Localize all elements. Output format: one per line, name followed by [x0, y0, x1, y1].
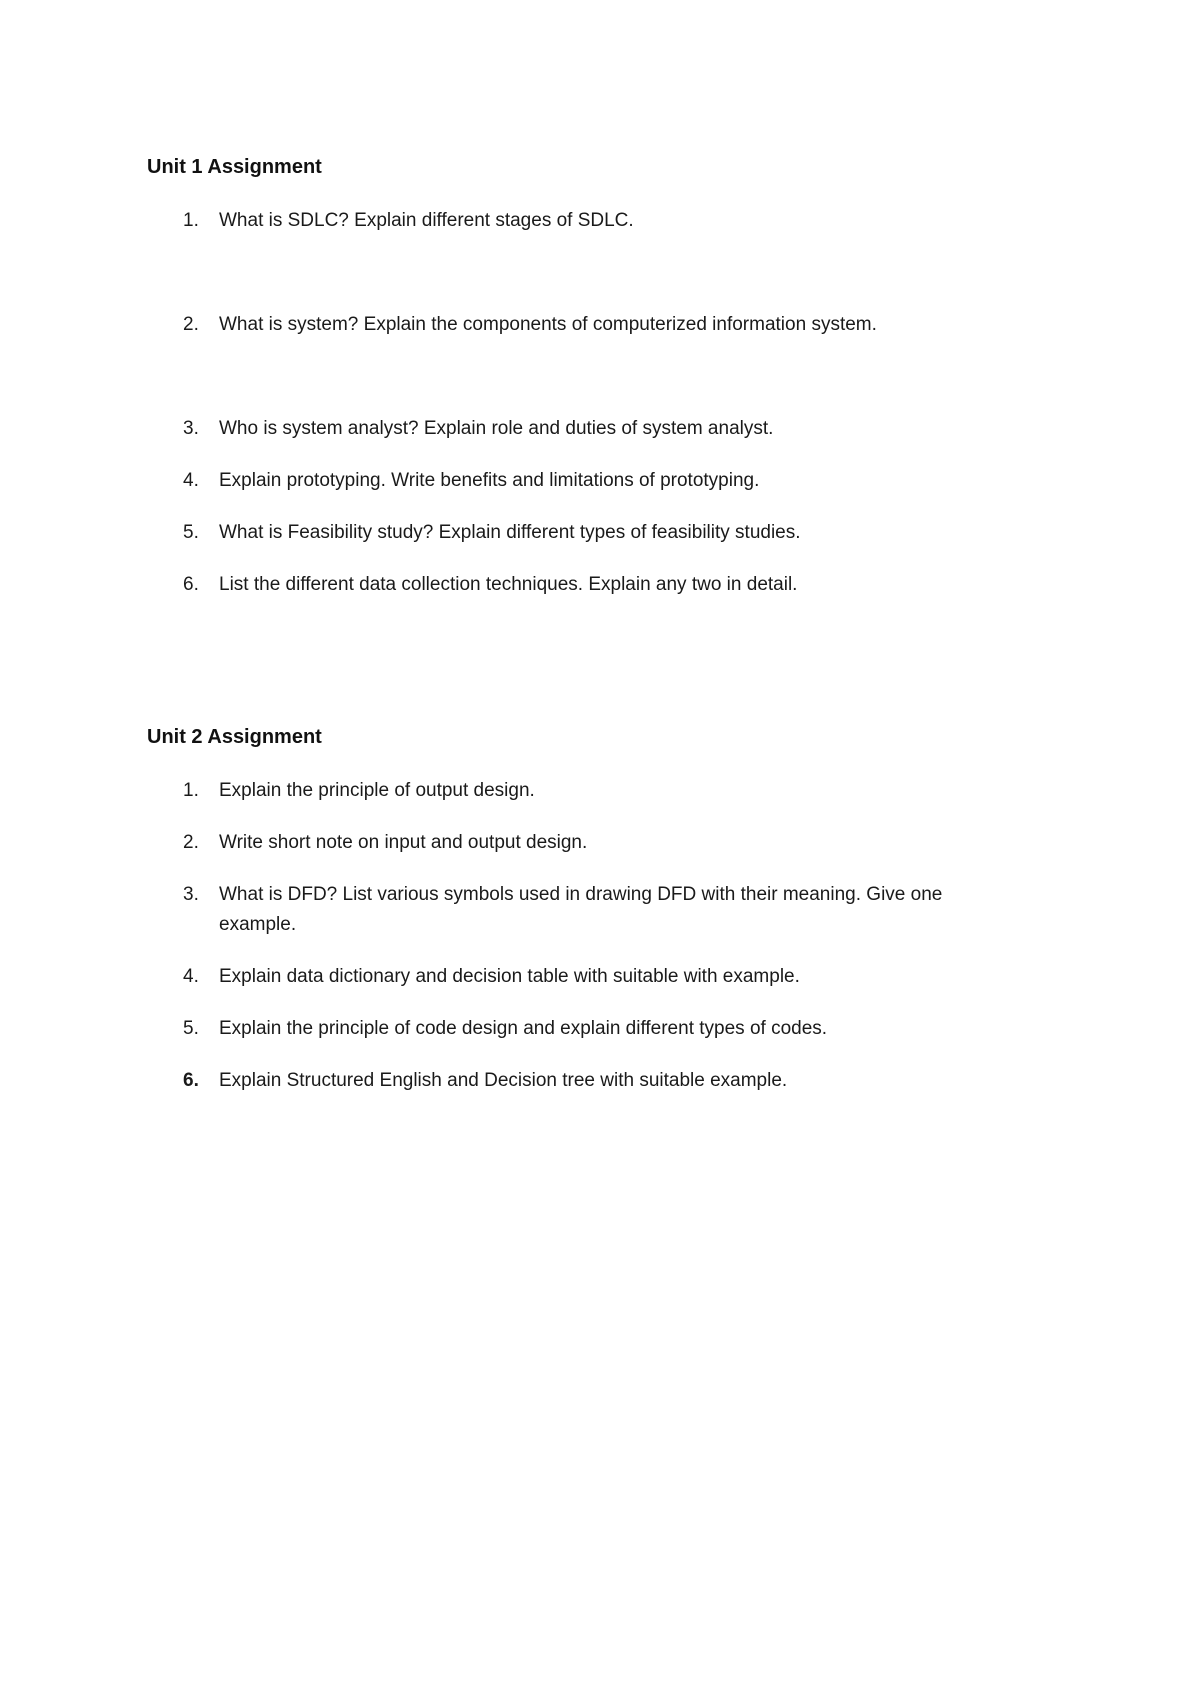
unit2-question-6	[183, 1066, 1023, 1096]
question-number: 4.	[183, 470, 199, 491]
question-number: 3.	[183, 418, 199, 439]
unit1-question-5	[183, 518, 1023, 548]
question-text: Explain Structured English and Decision tree with suitable example.	[219, 1070, 788, 1091]
question-text: Explain the principle of output design.	[219, 780, 535, 801]
unit2-question-4	[183, 962, 1023, 992]
question-text: What is DFD? List various symbols used in drawing DFD with their meaning. Give one example.	[219, 884, 943, 935]
question-number: 5.	[183, 1018, 199, 1039]
question-number: 6.	[183, 1070, 199, 1091]
unit2-question-2	[183, 828, 1023, 858]
unit1-heading: Unit 1 Assignment	[147, 156, 322, 178]
question-number: 1.	[183, 780, 199, 801]
question-number: 2.	[183, 832, 199, 853]
question-number: 4.	[183, 966, 199, 987]
question-number: 1.	[183, 210, 199, 231]
question-text: Explain prototyping. Write benefits and limitations of prototyping.	[219, 470, 760, 491]
unit1-question-6	[183, 570, 1023, 600]
unit1-question-4	[183, 466, 1023, 496]
question-text: What is SDLC? Explain different stages of SDLC.	[219, 210, 634, 231]
question-text: What is system? Explain the components of computerized information system.	[219, 314, 877, 335]
question-text: Explain the principle of code design and explain different types of codes.	[219, 1018, 828, 1039]
unit2-heading: Unit 2 Assignment	[147, 726, 322, 748]
unit2-question-5	[183, 1014, 1023, 1044]
question-number: 3.	[183, 884, 199, 905]
unit1-question-3	[183, 414, 1023, 444]
unit1-question-2	[183, 310, 1023, 340]
question-number: 6.	[183, 574, 199, 595]
question-text: Write short note on input and output design.	[219, 832, 588, 853]
question-text: What is Feasibility study? Explain different types of feasibility studies.	[219, 522, 801, 543]
question-number: 5.	[183, 522, 199, 543]
question-text: Explain data dictionary and decision table with suitable with example.	[219, 966, 800, 987]
question-number: 2.	[183, 314, 199, 335]
question-text: Who is system analyst? Explain role and duties of system analyst.	[219, 418, 774, 439]
unit2-question-3	[183, 880, 1023, 940]
unit2-question-1	[183, 776, 1023, 806]
question-text: List the different data collection techniques. Explain any two in detail.	[219, 574, 798, 595]
unit1-question-1	[183, 206, 1023, 236]
